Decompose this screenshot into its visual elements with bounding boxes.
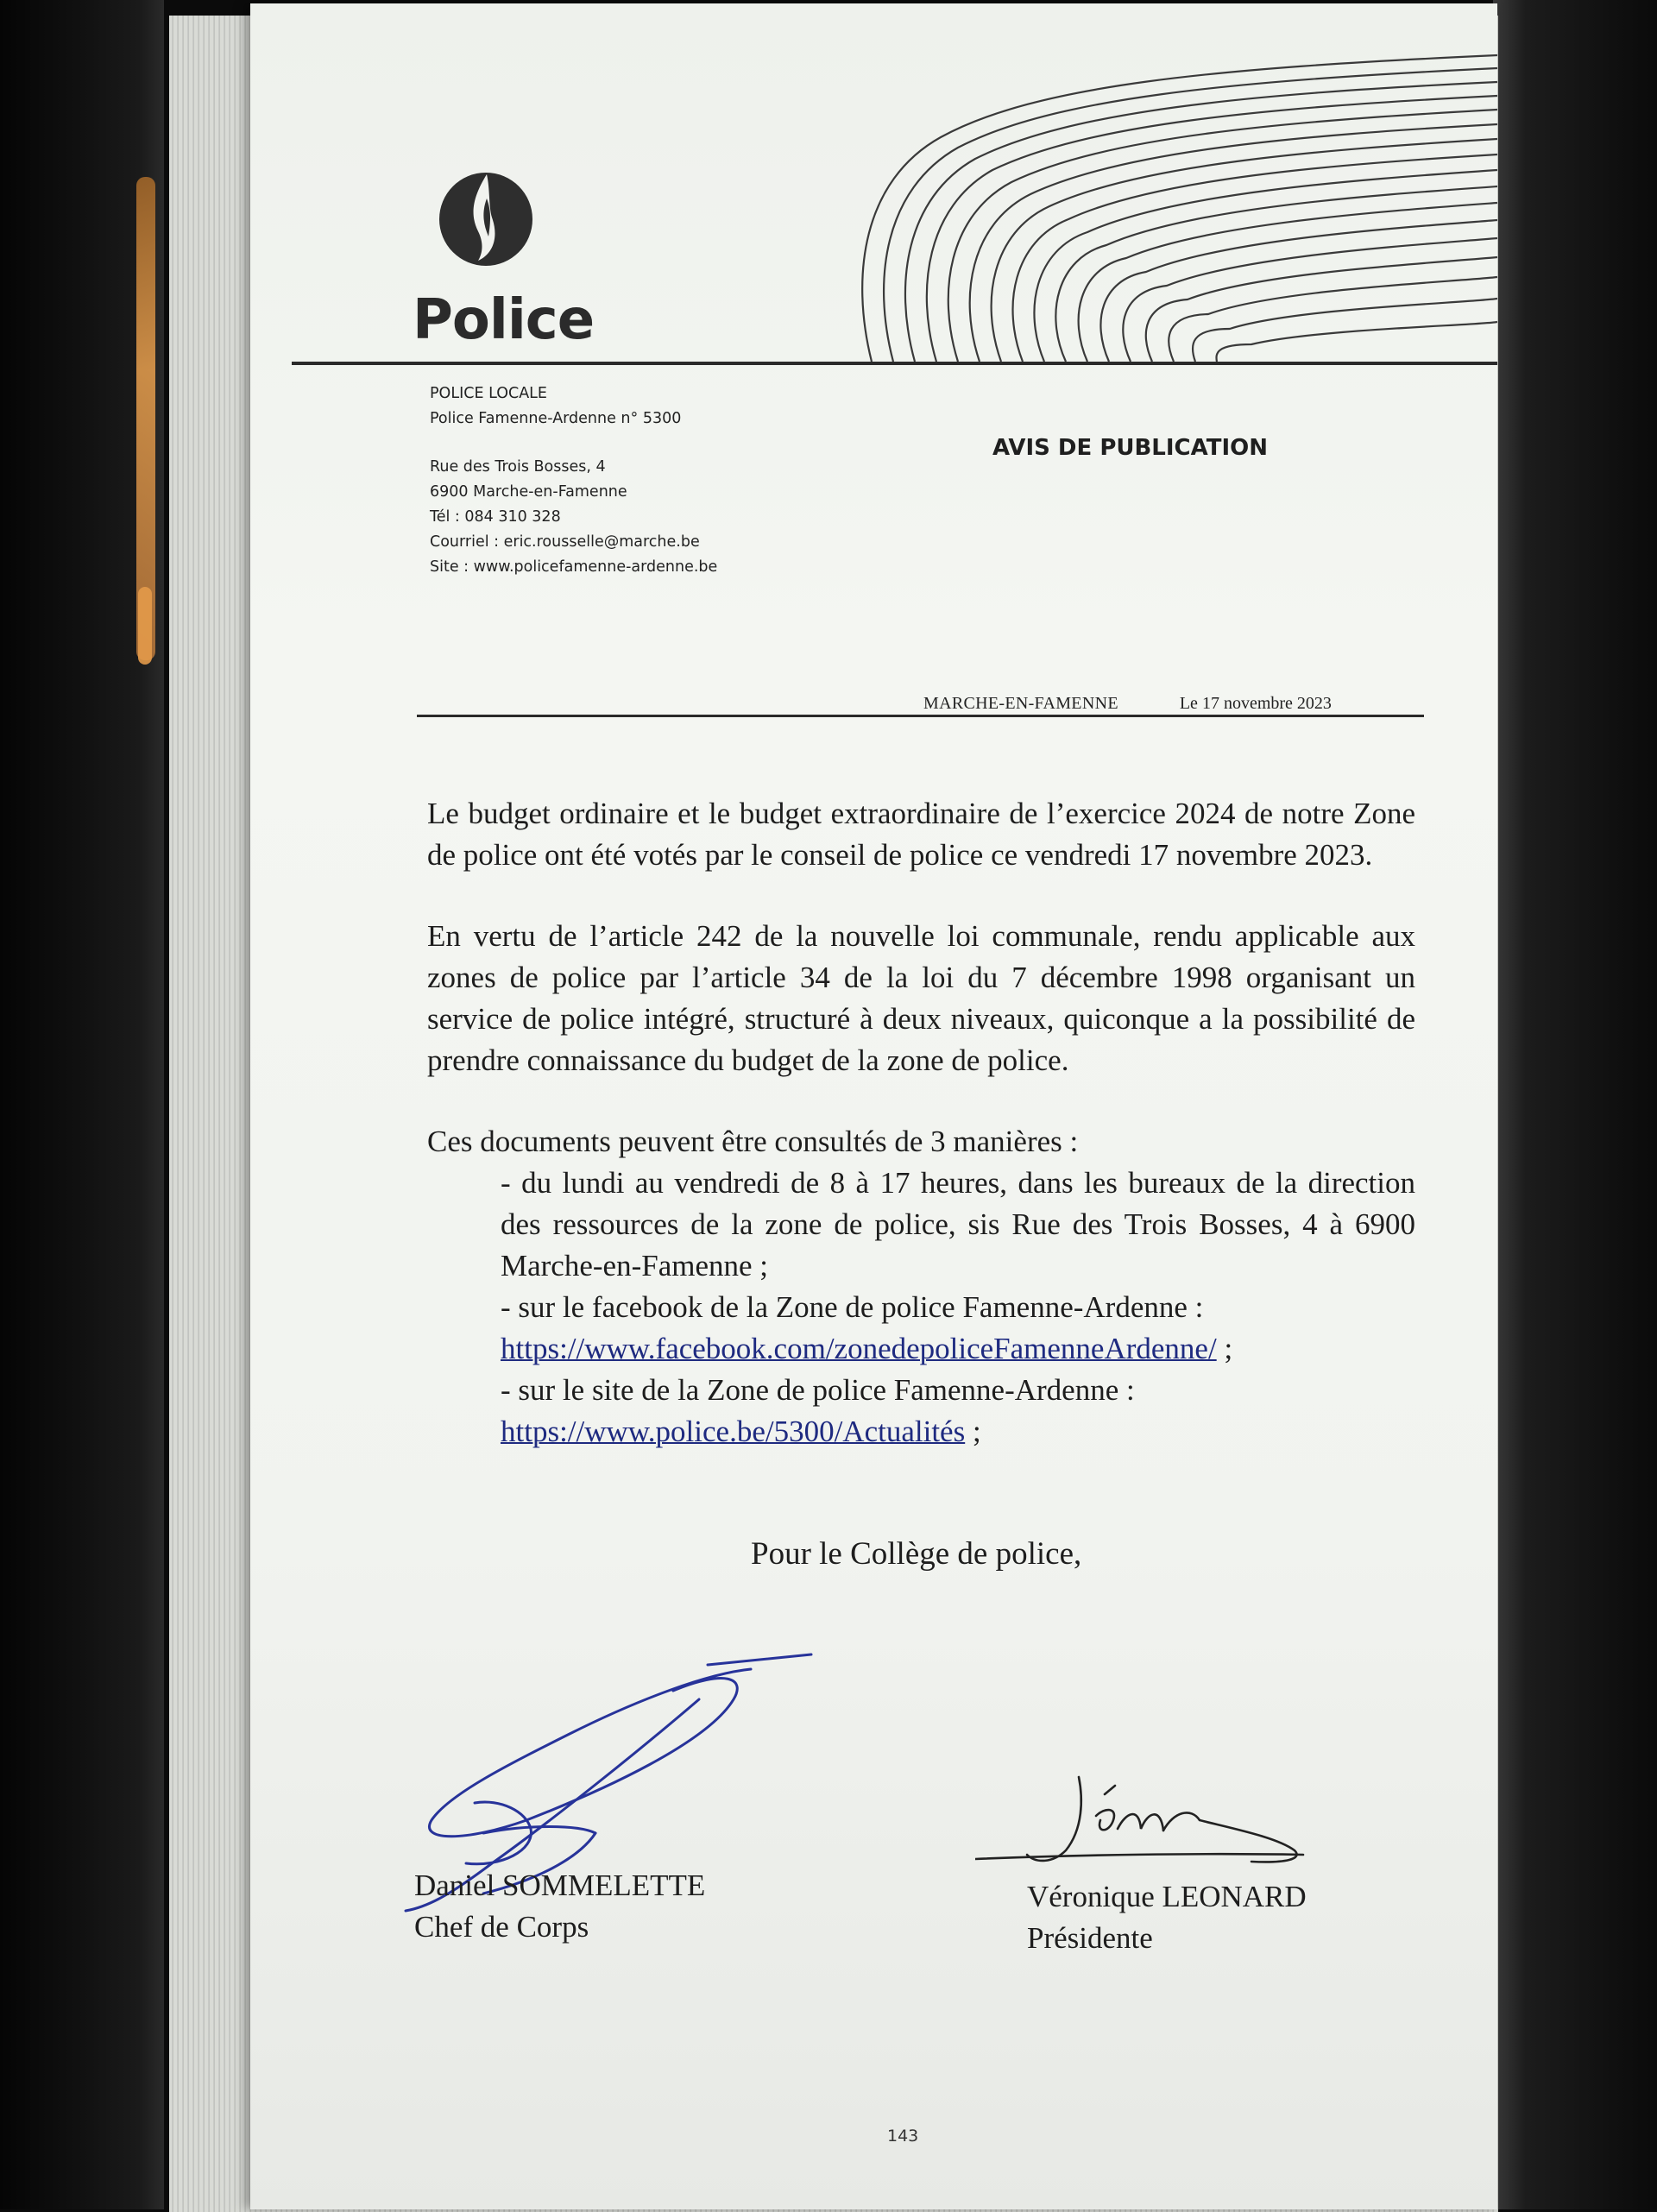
method-facebook-end: ; [1216, 1332, 1233, 1365]
sender-block [430, 381, 717, 580]
org-type: POLICE LOCALE [430, 385, 547, 402]
paragraph-2: En vertu de l’article 242 de la nouvelle loi communale, rendu applicable aux zones de police par l’article 34 de la loi du 7 décembre 1998 organisant un service de police intégré, structuré à deux niveaux, quiconque a la possibilité de prendre connaissance du budget de la zone de police. [427, 919, 1415, 1077]
methods-intro: Ces documents peuvent être consultés de 3 manières : [427, 1125, 1079, 1158]
dateline [923, 694, 1332, 714]
document-page [250, 3, 1497, 2209]
method-item-office: - du lundi au vendredi de 8 à 17 heures, dans les bureaux de la direction des ressources de la zone de police, sis Rue des Trois Bosses, 4 à 6900 Marche-en-Famenne ; [501, 1166, 1415, 1282]
dateline-date: Le 17 novembre 2023 [1179, 694, 1332, 713]
method-website-end: ; [965, 1415, 981, 1448]
background-right-dark [1493, 0, 1657, 2209]
signatory-left-title: Chef de Corps [414, 1910, 589, 1944]
dateline-city: MARCHE-EN-FAMENNE [923, 694, 1118, 713]
police-flame-logo-icon [438, 164, 533, 274]
paragraph-1: Le budget ordinaire et le budget extraordinaire de l’exercice 2024 de notre Zone de police ont été votés par le conseil de police ce vendredi 17 novembre 2023. [427, 797, 1415, 872]
phone: Tél : 084 310 328 [430, 508, 561, 526]
address-line-1: Rue des Trois Bosses, 4 [430, 458, 606, 476]
signatory-right [1027, 1876, 1307, 1959]
website: Site : www.policefamenne-ardenne.be [430, 558, 718, 576]
signatory-right-title: Présidente [1027, 1921, 1153, 1955]
signature-veronique-leonard [975, 1760, 1355, 1889]
method-item-website [501, 1370, 1415, 1453]
background-light-reflection [138, 587, 152, 665]
facebook-link[interactable]: https://www.facebook.com/zonedepoliceFamenneArdenne/ [501, 1332, 1217, 1365]
org-name: Police Famenne-Ardenne n° 5300 [430, 410, 682, 427]
website-link[interactable]: https://www.police.be/5300/Actualités [501, 1415, 966, 1448]
email: Courriel : eric.rousselle@marche.be [430, 533, 700, 551]
header-rule [292, 362, 1497, 365]
method-facebook-text: - sur le facebook de la Zone de police Famenne-Ardenne : [501, 1290, 1204, 1324]
dateline-rule [417, 715, 1424, 717]
address-line-2: 6900 Marche-en-Famenne [430, 483, 627, 501]
signatory-left [414, 1865, 705, 1948]
method-item-facebook [501, 1287, 1415, 1370]
methods-list [427, 1163, 1415, 1453]
signatory-left-name: Daniel SOMMELETTE [414, 1869, 706, 1902]
closing-line: Pour le Collège de police, [751, 1536, 1082, 1572]
method-website-text: - sur le site de la Zone de police Famenne-Ardenne : [501, 1373, 1135, 1407]
police-wordmark: Police [413, 288, 595, 352]
page-number: 143 [887, 2127, 919, 2146]
document-title: AVIS DE PUBLICATION [992, 435, 1269, 461]
body-text [427, 793, 1415, 1453]
spacer [430, 432, 717, 455]
decorative-wave-lines [846, 51, 1497, 370]
signatory-right-name: Véronique LEONARD [1027, 1880, 1307, 1913]
